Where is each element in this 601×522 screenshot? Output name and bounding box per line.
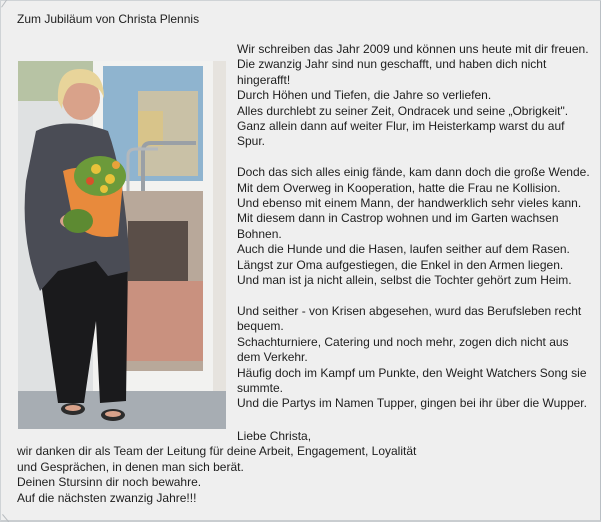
photo-illustration (18, 61, 226, 429)
poem-line: Und die Partys im Namen Tupper, gingen bei ihr über die Wupper. (237, 396, 587, 411)
closing-text (17, 429, 577, 506)
poem-line: Und man ist ja nicht allein, selbst die Tochter gehört zum Heim. (237, 273, 572, 288)
poem-line: Alles durchlebt zu seiner Zeit, Ondracek und seine „Obrigkeit". (237, 103, 569, 118)
poem-line: Und seither - von Krisen abgesehen, wurd das Berufsleben recht (237, 303, 582, 318)
closing-line: und Gesprächen, in denen man sich berät. (17, 459, 244, 474)
poem-stanza-3 (237, 304, 601, 412)
closing-line: Auf die nächsten zwanzig Jahre!!! (17, 490, 197, 505)
poem-line: Auch die Hunde und die Hasen, laufen seither auf dem Rasen. (237, 242, 570, 257)
poem-line: Wir schreiben das Jahr 2009 und können uns heute mit dir freuen. (237, 42, 589, 56)
poem-line: Doch das sich alles einig fände, kam dann doch die große Wende. (237, 165, 590, 180)
portrait-photo (18, 61, 226, 429)
poem-line: Und ebenso mit einem Mann, der handwerklich sehr vieles kann. (237, 196, 582, 211)
poem-stanza-1 (237, 42, 601, 150)
poem-line: Die zwanzig Jahr sind nun geschafft, und haben dich nicht (237, 57, 547, 72)
poem-line: Ganz allein dann auf weiter Flur, im Heisterkamp warst du auf (237, 119, 565, 134)
poem-line: Mit dem Overweg in Kooperation, hatte die Frau ne Kollision. (237, 180, 561, 195)
poem-line: Längst zur Oma aufgestiegen, die Enkel in den Armen liegen. (237, 257, 564, 272)
poem-line: dem Verkehr. (237, 350, 308, 365)
document-title: Zum Jubiläum von Christa Plennis (17, 12, 200, 26)
closing-line: wir danken dir als Team der Leitung für deine Arbeit, Engagement, Loyalität (17, 444, 417, 459)
poem-line: hingerafft! (237, 72, 291, 87)
poem-line: Spur. (237, 134, 266, 149)
poem-stanza-2 (237, 165, 601, 288)
poem-line: Mit diesem dann in Castrop wohnen und im Garten wachsen (237, 211, 559, 226)
poem-line: Durch Höhen und Tiefen, die Jahre so verliefen. (237, 88, 492, 103)
page-corner-mark (1, 0, 16, 13)
closing-greeting: Liebe Christa, (237, 429, 312, 443)
closing-line: Deinen Stursinn dir noch bewahre. (17, 475, 202, 490)
page-corner-mark (2, 508, 17, 522)
poem-line: Bohnen. (237, 226, 282, 241)
poem-text (237, 42, 601, 427)
poem-line: Schachturniere, Catering und noch mehr, zogen dich nicht aus (237, 334, 569, 349)
poem-line: bequem. (237, 319, 284, 334)
poem-line: summte. (237, 380, 284, 395)
poem-line: Häufig doch im Kampf um Punkte, den Weight Watchers Song sie (237, 365, 587, 380)
